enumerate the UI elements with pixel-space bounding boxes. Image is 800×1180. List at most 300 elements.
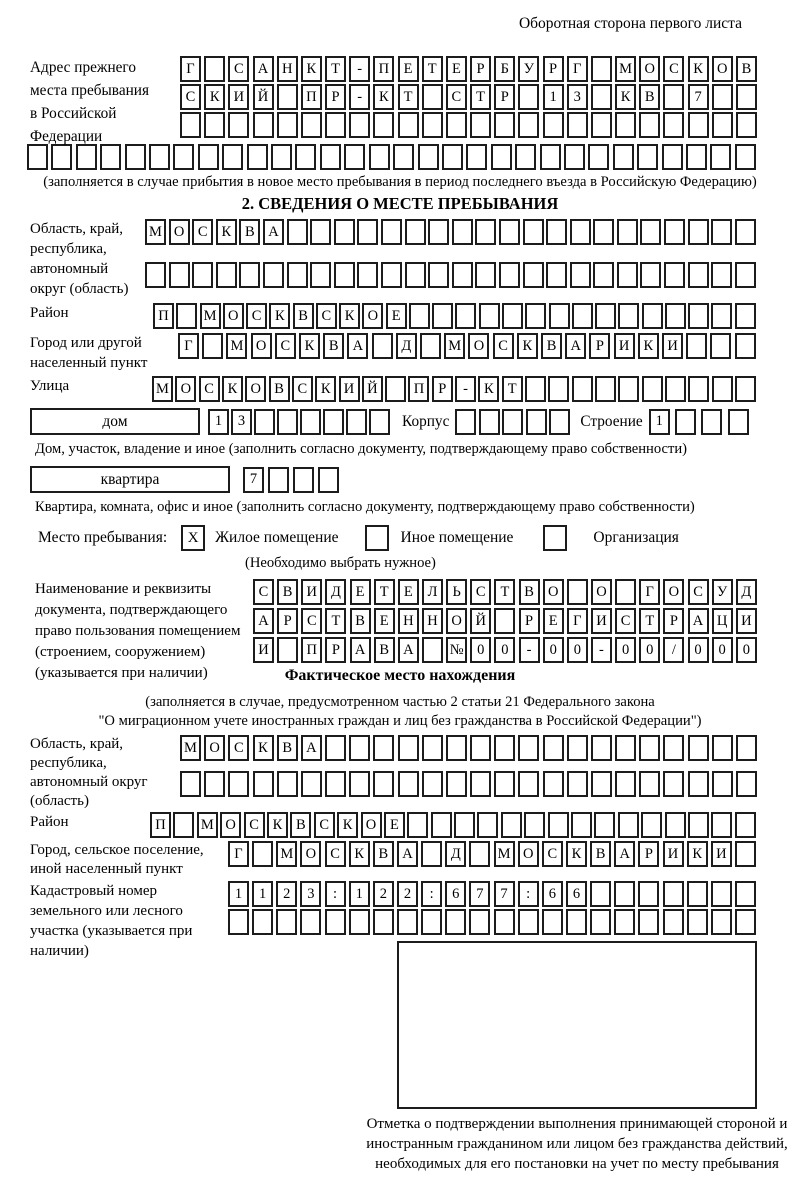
char-cell[interactable] xyxy=(712,771,733,797)
char-cell[interactable]: 7 xyxy=(469,881,490,907)
char-cell[interactable]: Р xyxy=(325,637,346,663)
char-cell[interactable]: С xyxy=(228,735,249,761)
char-cell[interactable] xyxy=(572,303,593,329)
char-cell[interactable]: Е xyxy=(398,579,419,605)
char-cell[interactable] xyxy=(344,144,365,170)
char-cell[interactable]: Р xyxy=(432,376,453,402)
char-cell[interactable]: / xyxy=(663,637,684,663)
char-cell[interactable]: 0 xyxy=(543,637,564,663)
char-cell[interactable] xyxy=(523,219,544,245)
char-cell[interactable]: И xyxy=(614,333,635,359)
char-cell[interactable] xyxy=(518,735,539,761)
char-cell[interactable] xyxy=(442,144,463,170)
char-cell[interactable]: О xyxy=(223,303,244,329)
char-cell[interactable]: П xyxy=(408,376,429,402)
char-cell[interactable] xyxy=(369,144,390,170)
char-cell[interactable] xyxy=(349,735,370,761)
char-cell[interactable] xyxy=(688,735,709,761)
char-cell[interactable]: С xyxy=(493,333,514,359)
char-cell[interactable] xyxy=(613,144,634,170)
char-cell[interactable] xyxy=(204,56,225,82)
char-cell[interactable] xyxy=(409,303,430,329)
char-cell[interactable] xyxy=(567,771,588,797)
char-cell[interactable]: Й xyxy=(253,84,274,110)
char-cell[interactable] xyxy=(373,771,394,797)
char-cell[interactable] xyxy=(639,771,660,797)
char-cell[interactable]: 0 xyxy=(639,637,660,663)
char-cell[interactable] xyxy=(263,262,284,288)
char-cell[interactable]: 2 xyxy=(276,881,297,907)
char-cell[interactable] xyxy=(470,735,491,761)
char-cell[interactable]: Б xyxy=(494,56,515,82)
char-cell[interactable]: К xyxy=(299,333,320,359)
char-cell[interactable]: М xyxy=(180,735,201,761)
char-cell[interactable] xyxy=(287,262,308,288)
char-cell[interactable]: Т xyxy=(639,608,660,634)
char-cell[interactable] xyxy=(405,262,426,288)
char-cell[interactable] xyxy=(735,376,756,402)
char-cell[interactable] xyxy=(276,909,297,935)
char-cell[interactable] xyxy=(617,262,638,288)
char-cell[interactable]: С xyxy=(470,579,491,605)
char-cell[interactable] xyxy=(277,409,298,435)
char-cell[interactable]: В xyxy=(736,56,757,82)
char-cell[interactable]: Р xyxy=(519,608,540,634)
char-cell[interactable] xyxy=(323,409,344,435)
char-cell[interactable]: К xyxy=(687,841,708,867)
char-cell[interactable] xyxy=(735,303,756,329)
char-cell[interactable]: Н xyxy=(277,56,298,82)
char-cell[interactable] xyxy=(180,771,201,797)
char-cell[interactable] xyxy=(591,56,612,82)
char-cell[interactable] xyxy=(614,909,635,935)
char-cell[interactable] xyxy=(665,812,686,838)
char-cell[interactable] xyxy=(736,84,757,110)
char-cell[interactable]: В xyxy=(277,735,298,761)
char-cell[interactable]: 0 xyxy=(494,637,515,663)
char-cell[interactable] xyxy=(665,303,686,329)
char-cell[interactable] xyxy=(663,771,684,797)
char-cell[interactable] xyxy=(494,112,515,138)
char-cell[interactable] xyxy=(543,771,564,797)
char-cell[interactable] xyxy=(663,909,684,935)
char-cell[interactable] xyxy=(373,735,394,761)
char-cell[interactable]: П xyxy=(301,84,322,110)
char-cell[interactable] xyxy=(469,841,490,867)
char-cell[interactable] xyxy=(253,112,274,138)
char-cell[interactable] xyxy=(477,812,498,838)
char-cell[interactable] xyxy=(618,812,639,838)
char-cell[interactable]: П xyxy=(153,303,174,329)
char-cell[interactable] xyxy=(300,409,321,435)
char-cell[interactable]: О xyxy=(169,219,190,245)
char-cell[interactable]: Й xyxy=(362,376,383,402)
char-cell[interactable] xyxy=(499,262,520,288)
char-cell[interactable]: К xyxy=(315,376,336,402)
char-cell[interactable]: Е xyxy=(386,303,407,329)
char-cell[interactable] xyxy=(712,376,733,402)
char-cell[interactable] xyxy=(526,409,547,435)
char-cell[interactable]: К xyxy=(204,84,225,110)
char-cell[interactable] xyxy=(735,144,756,170)
char-cell[interactable] xyxy=(445,909,466,935)
char-cell[interactable]: 2 xyxy=(373,881,394,907)
char-cell[interactable] xyxy=(349,112,370,138)
char-cell[interactable] xyxy=(711,812,732,838)
char-cell[interactable]: В xyxy=(323,333,344,359)
char-cell[interactable]: 7 xyxy=(494,881,515,907)
char-cell[interactable] xyxy=(663,881,684,907)
char-cell[interactable] xyxy=(593,262,614,288)
char-cell[interactable] xyxy=(325,909,346,935)
char-cell[interactable]: О xyxy=(591,579,612,605)
char-cell[interactable] xyxy=(204,112,225,138)
char-cell[interactable]: Г xyxy=(567,608,588,634)
char-cell[interactable] xyxy=(271,144,292,170)
char-cell[interactable]: А xyxy=(301,735,322,761)
char-cell[interactable] xyxy=(277,84,298,110)
char-cell[interactable]: К xyxy=(267,812,288,838)
char-cell[interactable]: 1 xyxy=(228,881,249,907)
char-cell[interactable] xyxy=(373,112,394,138)
char-cell[interactable] xyxy=(455,409,476,435)
char-cell[interactable] xyxy=(594,812,615,838)
char-cell[interactable] xyxy=(393,144,414,170)
char-cell[interactable] xyxy=(701,409,722,435)
char-cell[interactable] xyxy=(665,376,686,402)
char-cell[interactable]: 1 xyxy=(349,881,370,907)
char-cell[interactable] xyxy=(525,303,546,329)
char-cell[interactable] xyxy=(252,841,273,867)
char-cell[interactable]: 6 xyxy=(566,881,587,907)
char-cell[interactable]: К xyxy=(216,219,237,245)
char-cell[interactable]: С xyxy=(275,333,296,359)
other-premises-checkbox[interactable] xyxy=(365,525,389,551)
char-cell[interactable] xyxy=(642,376,663,402)
char-cell[interactable] xyxy=(455,303,476,329)
char-cell[interactable] xyxy=(736,771,757,797)
char-cell[interactable] xyxy=(228,909,249,935)
char-cell[interactable]: 6 xyxy=(542,881,563,907)
char-cell[interactable]: Е xyxy=(446,56,467,82)
char-cell[interactable] xyxy=(518,771,539,797)
char-cell[interactable] xyxy=(548,812,569,838)
char-cell[interactable]: - xyxy=(591,637,612,663)
char-cell[interactable] xyxy=(325,112,346,138)
char-cell[interactable] xyxy=(518,112,539,138)
char-cell[interactable] xyxy=(728,409,749,435)
char-cell[interactable]: В xyxy=(269,376,290,402)
char-cell[interactable] xyxy=(591,84,612,110)
char-cell[interactable] xyxy=(145,262,166,288)
char-cell[interactable]: И xyxy=(228,84,249,110)
char-cell[interactable]: Т xyxy=(398,84,419,110)
char-cell[interactable] xyxy=(287,219,308,245)
char-cell[interactable]: С xyxy=(253,579,274,605)
char-cell[interactable] xyxy=(590,881,611,907)
char-cell[interactable] xyxy=(405,219,426,245)
char-cell[interactable]: Р xyxy=(543,56,564,82)
char-cell[interactable] xyxy=(688,219,709,245)
char-cell[interactable]: К xyxy=(339,303,360,329)
char-cell[interactable] xyxy=(543,112,564,138)
char-cell[interactable] xyxy=(688,262,709,288)
char-cell[interactable] xyxy=(216,262,237,288)
char-cell[interactable]: В xyxy=(239,219,260,245)
char-cell[interactable] xyxy=(277,112,298,138)
char-cell[interactable] xyxy=(711,909,732,935)
char-cell[interactable] xyxy=(499,219,520,245)
char-cell[interactable] xyxy=(310,262,331,288)
char-cell[interactable] xyxy=(711,262,732,288)
char-cell[interactable] xyxy=(615,112,636,138)
char-cell[interactable]: Г xyxy=(567,56,588,82)
char-cell[interactable] xyxy=(638,909,659,935)
char-cell[interactable]: 0 xyxy=(688,637,709,663)
char-cell[interactable]: Й xyxy=(470,608,491,634)
char-cell[interactable]: О xyxy=(639,56,660,82)
char-cell[interactable]: М xyxy=(200,303,221,329)
char-cell[interactable] xyxy=(470,771,491,797)
char-cell[interactable] xyxy=(663,112,684,138)
char-cell[interactable]: А xyxy=(688,608,709,634)
char-cell[interactable]: К xyxy=(373,84,394,110)
char-cell[interactable] xyxy=(664,262,685,288)
char-cell[interactable]: № xyxy=(446,637,467,663)
char-cell[interactable]: А xyxy=(398,637,419,663)
char-cell[interactable] xyxy=(687,909,708,935)
char-cell[interactable]: К xyxy=(253,735,274,761)
char-cell[interactable] xyxy=(466,144,487,170)
char-cell[interactable]: Т xyxy=(470,84,491,110)
char-cell[interactable]: Е xyxy=(543,608,564,634)
char-cell[interactable]: Е xyxy=(350,579,371,605)
char-cell[interactable] xyxy=(546,262,567,288)
char-cell[interactable] xyxy=(688,812,709,838)
char-cell[interactable]: Е xyxy=(384,812,405,838)
char-cell[interactable] xyxy=(202,333,223,359)
char-cell[interactable]: А xyxy=(253,608,274,634)
char-cell[interactable] xyxy=(686,144,707,170)
char-cell[interactable] xyxy=(543,735,564,761)
char-cell[interactable] xyxy=(618,376,639,402)
char-cell[interactable] xyxy=(675,409,696,435)
char-cell[interactable] xyxy=(422,735,443,761)
char-cell[interactable] xyxy=(735,262,756,288)
char-cell[interactable]: А xyxy=(565,333,586,359)
char-cell[interactable]: Р xyxy=(277,608,298,634)
char-cell[interactable]: Г xyxy=(180,56,201,82)
char-cell[interactable]: У xyxy=(712,579,733,605)
char-cell[interactable] xyxy=(470,112,491,138)
char-cell[interactable] xyxy=(736,735,757,761)
char-cell[interactable] xyxy=(407,812,428,838)
char-cell[interactable]: Ц xyxy=(712,608,733,634)
char-cell[interactable] xyxy=(422,637,443,663)
char-cell[interactable] xyxy=(567,112,588,138)
char-cell[interactable]: - xyxy=(519,637,540,663)
char-cell[interactable] xyxy=(452,262,473,288)
char-cell[interactable]: К xyxy=(269,303,290,329)
char-cell[interactable]: 2 xyxy=(397,881,418,907)
char-cell[interactable]: С xyxy=(199,376,220,402)
char-cell[interactable]: С xyxy=(228,56,249,82)
char-cell[interactable] xyxy=(247,144,268,170)
char-cell[interactable] xyxy=(398,112,419,138)
char-cell[interactable] xyxy=(637,144,658,170)
char-cell[interactable] xyxy=(614,881,635,907)
char-cell[interactable]: М xyxy=(444,333,465,359)
char-cell[interactable] xyxy=(204,771,225,797)
char-cell[interactable] xyxy=(169,262,190,288)
char-cell[interactable] xyxy=(615,735,636,761)
char-cell[interactable] xyxy=(712,112,733,138)
char-cell[interactable] xyxy=(446,771,467,797)
char-cell[interactable]: С xyxy=(244,812,265,838)
char-cell[interactable] xyxy=(418,144,439,170)
char-cell[interactable]: С xyxy=(301,608,322,634)
char-cell[interactable]: В xyxy=(293,303,314,329)
char-cell[interactable]: Е xyxy=(374,608,395,634)
char-cell[interactable] xyxy=(176,303,197,329)
char-cell[interactable]: М xyxy=(197,812,218,838)
char-cell[interactable] xyxy=(277,637,298,663)
char-cell[interactable] xyxy=(524,812,545,838)
char-cell[interactable]: В xyxy=(590,841,611,867)
char-cell[interactable]: У xyxy=(518,56,539,82)
char-cell[interactable] xyxy=(591,112,612,138)
char-cell[interactable] xyxy=(420,333,441,359)
char-cell[interactable] xyxy=(591,735,612,761)
char-cell[interactable] xyxy=(494,771,515,797)
char-cell[interactable] xyxy=(381,262,402,288)
char-cell[interactable]: И xyxy=(662,333,683,359)
char-cell[interactable] xyxy=(300,909,321,935)
char-cell[interactable]: : xyxy=(421,881,442,907)
char-cell[interactable]: С xyxy=(314,812,335,838)
char-cell[interactable] xyxy=(615,579,636,605)
char-cell[interactable] xyxy=(640,262,661,288)
char-cell[interactable]: К xyxy=(222,376,243,402)
char-cell[interactable]: В xyxy=(541,333,562,359)
char-cell[interactable]: 6 xyxy=(445,881,466,907)
char-cell[interactable]: О xyxy=(362,303,383,329)
char-cell[interactable]: М xyxy=(145,219,166,245)
char-cell[interactable]: С xyxy=(688,579,709,605)
char-cell[interactable]: К xyxy=(337,812,358,838)
char-cell[interactable]: С xyxy=(292,376,313,402)
char-cell[interactable] xyxy=(549,303,570,329)
char-cell[interactable]: О xyxy=(468,333,489,359)
char-cell[interactable]: С xyxy=(192,219,213,245)
char-cell[interactable] xyxy=(542,909,563,935)
char-cell[interactable]: А xyxy=(614,841,635,867)
char-cell[interactable] xyxy=(515,144,536,170)
char-cell[interactable] xyxy=(640,219,661,245)
char-cell[interactable]: Т xyxy=(502,376,523,402)
char-cell[interactable]: 1 xyxy=(543,84,564,110)
char-cell[interactable] xyxy=(454,812,475,838)
char-cell[interactable]: О xyxy=(663,579,684,605)
char-cell[interactable] xyxy=(198,144,219,170)
char-cell[interactable]: К xyxy=(638,333,659,359)
char-cell[interactable]: В xyxy=(519,579,540,605)
char-cell[interactable]: 1 xyxy=(208,409,229,435)
char-cell[interactable]: - xyxy=(349,84,370,110)
char-cell[interactable] xyxy=(686,333,707,359)
char-cell[interactable] xyxy=(357,262,378,288)
char-cell[interactable]: Л xyxy=(422,579,443,605)
char-cell[interactable]: 0 xyxy=(615,637,636,663)
char-cell[interactable] xyxy=(572,376,593,402)
char-cell[interactable] xyxy=(295,144,316,170)
char-cell[interactable] xyxy=(475,219,496,245)
char-cell[interactable]: Н xyxy=(422,608,443,634)
char-cell[interactable]: М xyxy=(226,333,247,359)
char-cell[interactable]: 0 xyxy=(567,637,588,663)
char-cell[interactable]: А xyxy=(253,56,274,82)
char-cell[interactable] xyxy=(564,144,585,170)
residential-checkbox[interactable]: X xyxy=(181,525,205,551)
char-cell[interactable]: Ь xyxy=(446,579,467,605)
char-cell[interactable] xyxy=(397,909,418,935)
char-cell[interactable]: Р xyxy=(470,56,491,82)
char-cell[interactable]: С xyxy=(542,841,563,867)
char-cell[interactable]: О xyxy=(446,608,467,634)
char-cell[interactable] xyxy=(525,376,546,402)
char-cell[interactable]: И xyxy=(736,608,757,634)
char-cell[interactable] xyxy=(710,144,731,170)
char-cell[interactable] xyxy=(253,771,274,797)
char-cell[interactable]: П xyxy=(150,812,171,838)
char-cell[interactable] xyxy=(494,735,515,761)
char-cell[interactable]: П xyxy=(373,56,394,82)
char-cell[interactable] xyxy=(252,909,273,935)
char-cell[interactable] xyxy=(398,735,419,761)
char-cell[interactable] xyxy=(346,409,367,435)
char-cell[interactable] xyxy=(735,333,756,359)
char-cell[interactable]: О xyxy=(300,841,321,867)
char-cell[interactable]: : xyxy=(518,881,539,907)
char-cell[interactable]: В xyxy=(290,812,311,838)
char-cell[interactable] xyxy=(615,771,636,797)
char-cell[interactable] xyxy=(688,376,709,402)
char-cell[interactable] xyxy=(688,112,709,138)
char-cell[interactable] xyxy=(642,303,663,329)
char-cell[interactable]: В xyxy=(373,841,394,867)
char-cell[interactable] xyxy=(422,84,443,110)
char-cell[interactable] xyxy=(428,262,449,288)
char-cell[interactable] xyxy=(540,144,561,170)
char-cell[interactable] xyxy=(710,333,731,359)
char-cell[interactable] xyxy=(566,909,587,935)
char-cell[interactable]: Т xyxy=(325,56,346,82)
char-cell[interactable] xyxy=(334,219,355,245)
char-cell[interactable]: С xyxy=(663,56,684,82)
char-cell[interactable] xyxy=(349,909,370,935)
char-cell[interactable] xyxy=(735,812,756,838)
char-cell[interactable] xyxy=(641,812,662,838)
char-cell[interactable] xyxy=(325,771,346,797)
char-cell[interactable]: И xyxy=(711,841,732,867)
char-cell[interactable]: И xyxy=(253,637,274,663)
char-cell[interactable] xyxy=(570,262,591,288)
char-cell[interactable] xyxy=(735,841,756,867)
char-cell[interactable]: В xyxy=(374,637,395,663)
char-cell[interactable] xyxy=(617,219,638,245)
char-cell[interactable] xyxy=(638,881,659,907)
char-cell[interactable] xyxy=(494,909,515,935)
